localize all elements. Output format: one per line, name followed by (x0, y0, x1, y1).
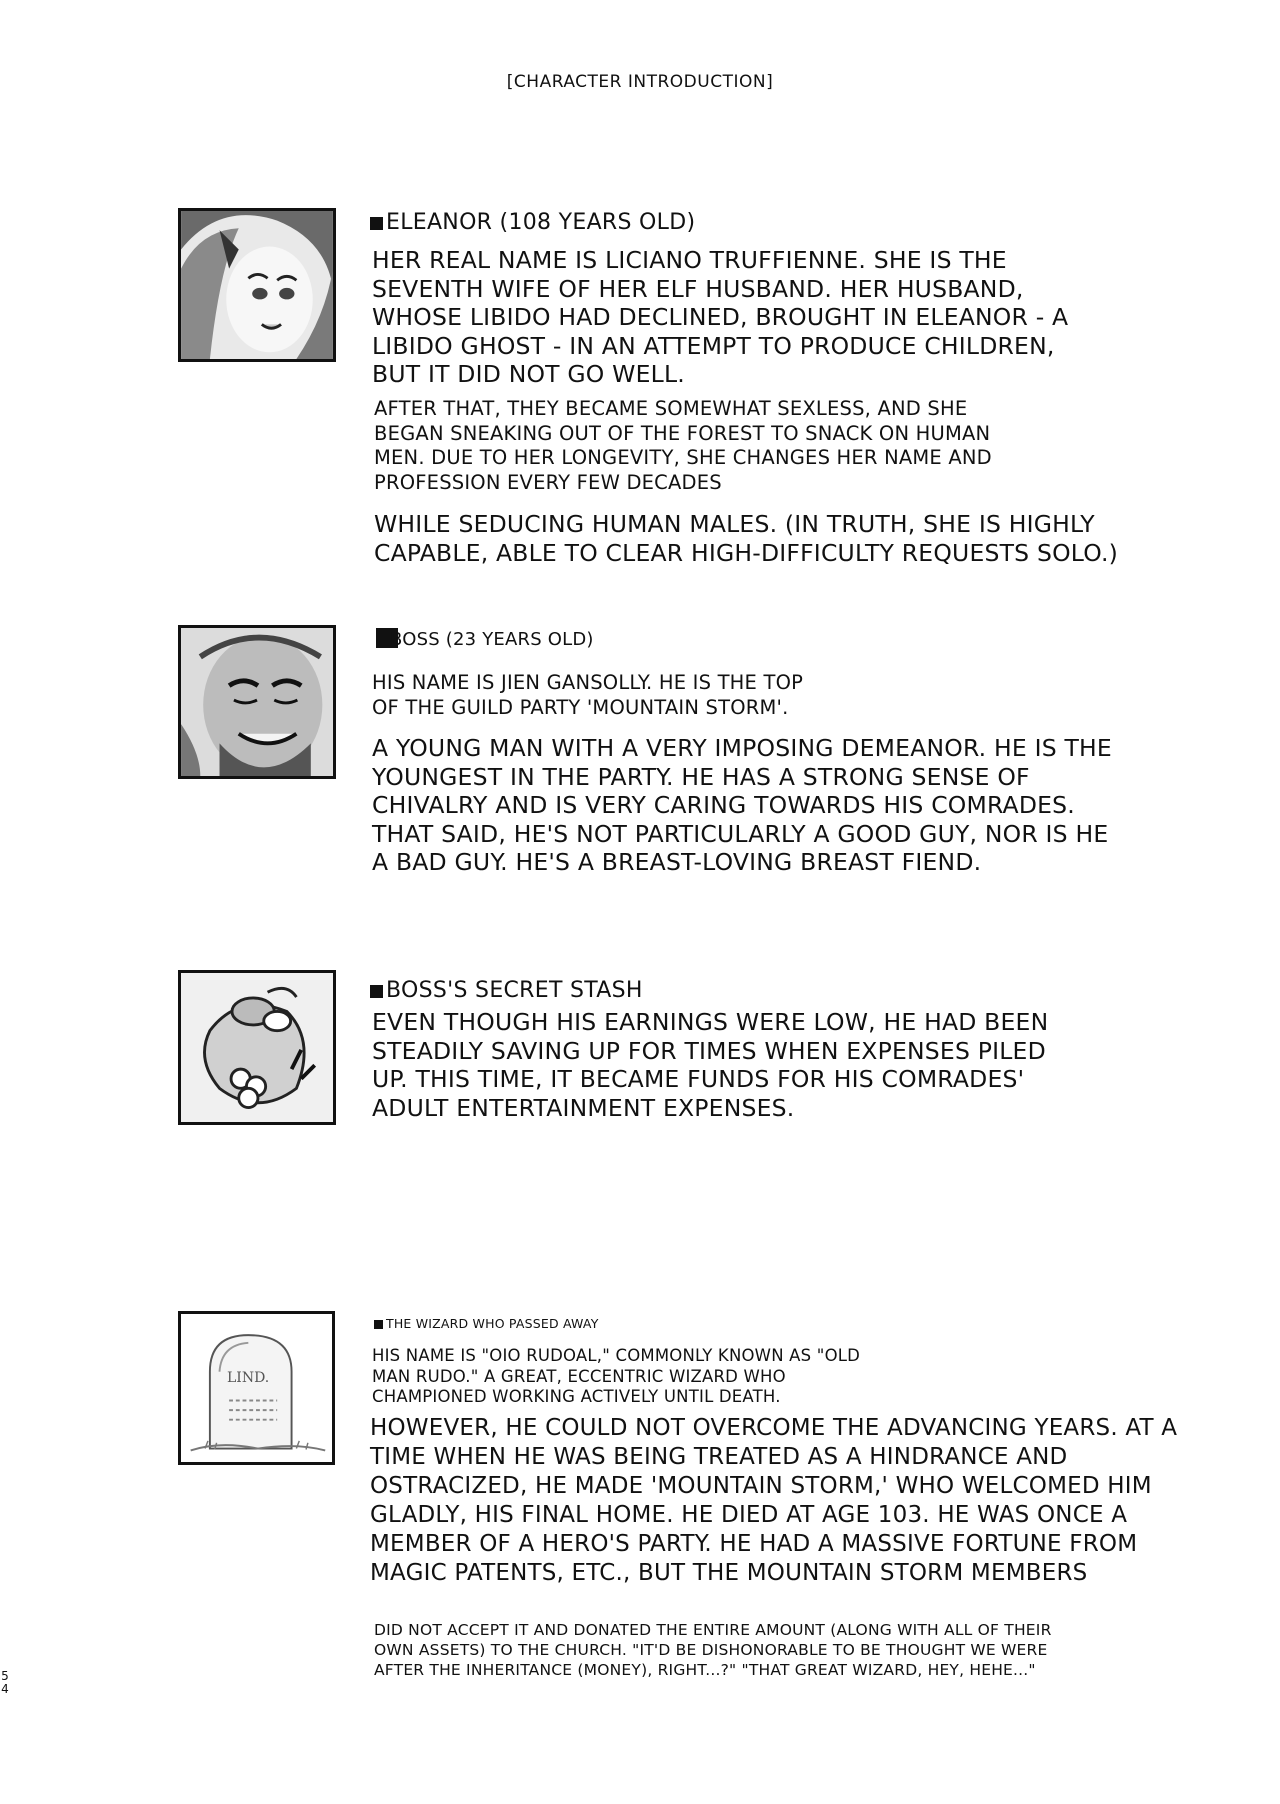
wizard-paragraph-2: HOWEVER, HE COULD NOT OVERCOME THE ADVANCING YEARS. AT A TIME WHEN HE WAS BEING TREATED AS A HINDRANCE AND OSTRACIZED, HE MADE 'MOUNTAIN STORM,' WHO WELCOMED HIM GLADLY, HIS FINAL HOME. HE DIED AT AGE 103. HE WAS ONCE A MEMBER OF A HERO'S PARTY. HE HAD A MASSIVE FORTUNE FROM MAGIC PATENTS, ETC., BUT THE MOUNTAIN STORM MEMBERS (370, 1415, 1178, 1586)
boss-paragraph-2: A YOUNG MAN WITH A VERY IMPOSING DEMEANOR. HE IS THE YOUNGEST IN THE PARTY. HE HAS A STRONG SENSE OF CHIVALRY AND IS VERY CARING TOWARDS HIS COMRADES. THAT SAID, HE'S NOT PARTICULARLY A GOOD GUY, NOR IS HE A BAD GUY. HE'S A BREAST-LOVING BREAST FIEND. (372, 734, 1112, 876)
stash-heading: BOSS'S SECRET STASH (370, 980, 643, 1002)
tombstone-inscription: LIND. (227, 1370, 270, 1386)
eleanor-portrait (178, 208, 336, 362)
eleanor-paragraph-3: WHILE SEDUCING HUMAN MALES. (IN TRUTH, SHE IS HIGHLY CAPABLE, ABLE TO CLEAR HIGH-DIFFICULTY REQUESTS SOLO.) (374, 510, 1119, 567)
eleanor-paragraph-1: HER REAL NAME IS LICIANO TRUFFIENNE. SHE IS THE SEVENTH WIFE OF HER ELF HUSBAND. HER HUSBAND, WHOSE LIBIDO HAD DECLINED, BROUGHT IN ELEANOR - A LIBIDO GHOST - IN AN ATTEMPT TO PRODUCE CHILDREN, BUT IT DID NOT GO WELL. (372, 246, 1069, 388)
boss-heading: BOSS (23 YEARS OLD) (376, 628, 594, 653)
eleanor-heading: ELEANOR (108 YEARS OLD) (370, 212, 695, 234)
wizard-tombstone-illustration (178, 1311, 335, 1465)
woman-portrait-icon (181, 211, 333, 359)
eleanor-paragraph-2: AFTER THAT, THEY BECAME SOMEWHAT SEXLESS, AND SHE BEGAN SNEAKING OUT OF THE FOREST TO SNACK ON HUMAN MEN. DUE TO HER LONGEVITY, SHE CHANGES HER NAME AND PROFESSION EVERY FEW DECADES (374, 397, 992, 494)
stash-paragraph: EVEN THOUGH HIS EARNINGS WERE LOW, HE HAD BEEN STEADILY SAVING UP FOR TIMES WHEN EXPENSES PILED UP. THIS TIME, IT BECAME FUNDS FOR HIS COMRADES' ADULT ENTERTAINMENT EXPENSES. (372, 1008, 1049, 1122)
square-bullet-icon (370, 217, 383, 230)
page-header: [CHARACTER INTRODUCTION] (506, 72, 774, 92)
square-bullet-icon (370, 985, 383, 998)
boss-paragraph-1: HIS NAME IS JIEN GANSOLLY. HE IS THE TOP OF THE GUILD PARTY 'MOUNTAIN STORM'. (372, 671, 804, 719)
stash-illustration (178, 970, 336, 1125)
boss-portrait (178, 625, 336, 779)
wizard-heading: THE WIZARD WHO PASSED AWAY (374, 1318, 599, 1331)
page-number: 5 4 (1, 1669, 9, 1696)
wizard-paragraph-3: DID NOT ACCEPT IT AND DONATED THE ENTIRE AMOUNT (ALONG WITH ALL OF THEIR OWN ASSETS) TO THE CHURCH. "IT'D BE DISHONORABLE TO BE THOUGHT WE WERE AFTER THE INHERITANCE (MONEY), RIGHT...?" "THAT GREAT WIZARD, HEY, HEHE..." (374, 1621, 1052, 1679)
man-portrait-icon (181, 628, 333, 776)
coin-purse-icon (181, 973, 333, 1122)
wizard-paragraph-1: HIS NAME IS "OIO RUDOAL," COMMONLY KNOWN AS "OLD MAN RUDO." A GREAT, ECCENTRIC WIZARD WHO CHAMPIONED WORKING ACTIVELY UNTIL DEATH. (372, 1346, 861, 1406)
square-bullet-icon (374, 1320, 383, 1329)
tombstone-icon (181, 1314, 332, 1462)
